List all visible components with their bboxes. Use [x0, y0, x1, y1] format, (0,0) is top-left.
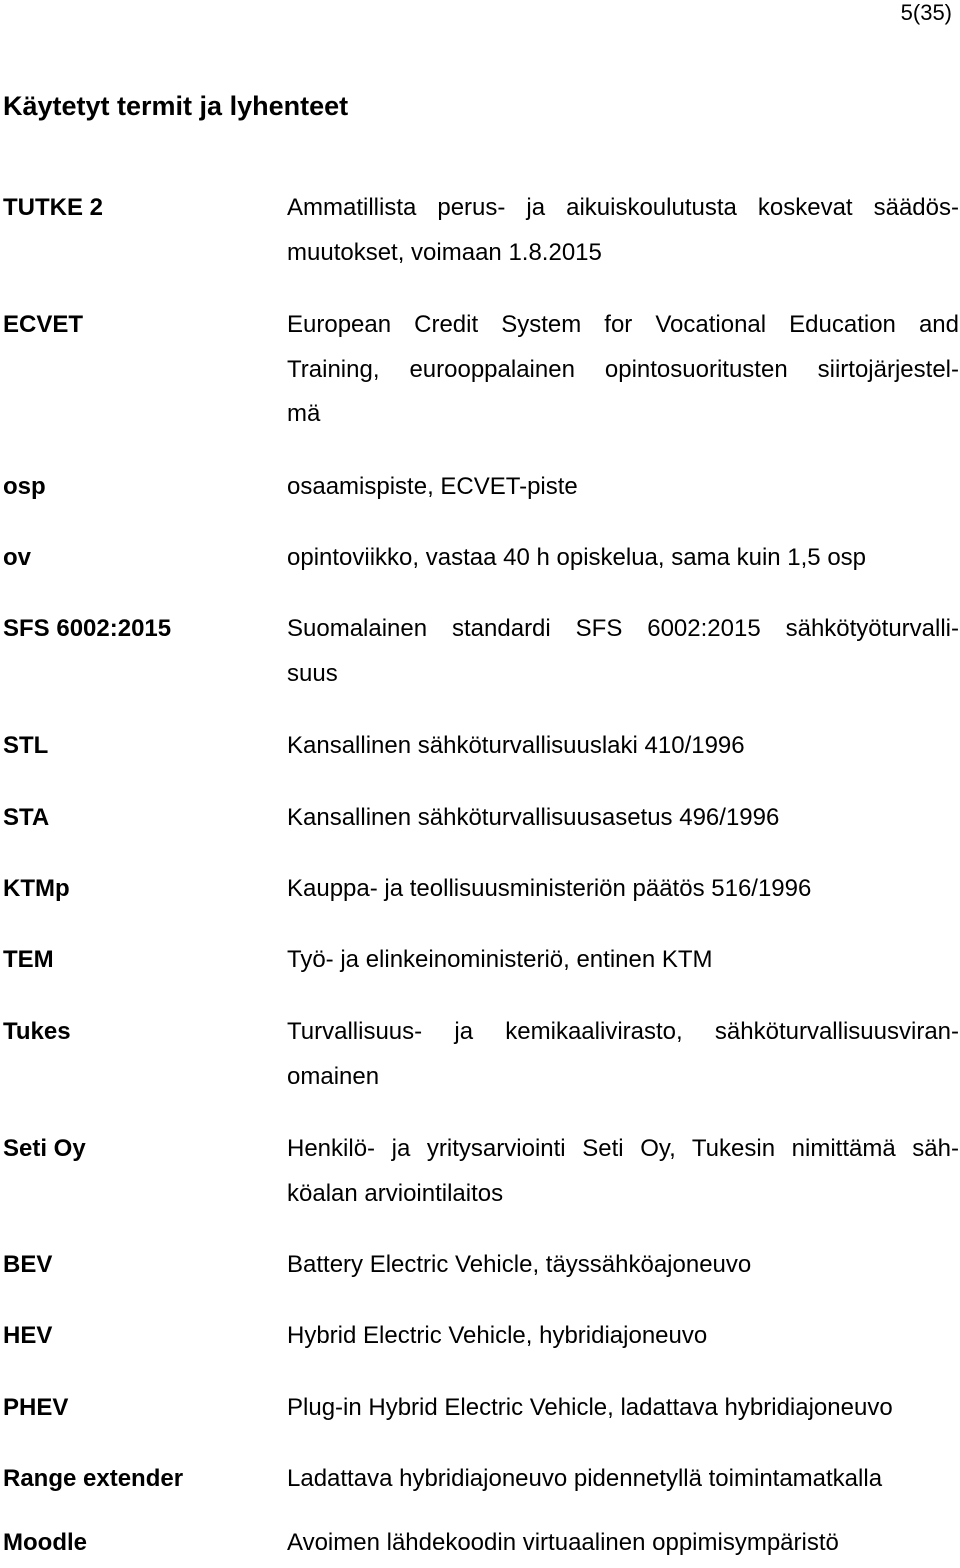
glossary-term: BEV	[3, 1251, 53, 1278]
page-title: Käytetyt termit ja lyhenteet	[3, 91, 349, 121]
glossary-term: Range extender	[3, 1465, 184, 1492]
glossary-definition	[287, 796, 959, 841]
glossary-term: Moodle	[3, 1529, 87, 1556]
definition-line: suus	[287, 659, 338, 687]
glossary-term: osp	[3, 473, 46, 500]
definition-line: Kansallinen sähköturvallisuusasetus 496/1996	[287, 804, 780, 831]
glossary-term: TUTKE 2	[3, 194, 104, 221]
glossary-term: HEV	[3, 1322, 53, 1349]
glossary-term: TEM	[3, 946, 54, 973]
definition-line: Suomalainen standardi SFS 6002:2015 sähkötyöturvalli-	[287, 615, 959, 642]
definition-line: European Credit System for Vocational Education and	[287, 311, 959, 338]
glossary-definition	[287, 1127, 959, 1216]
glossary-term: Tukes	[3, 1018, 71, 1045]
glossary-definition	[287, 938, 959, 983]
page-number: 5(35)	[900, 0, 952, 25]
glossary-definition	[287, 607, 959, 696]
glossary-definition	[287, 1314, 959, 1359]
definition-line: Plug-in Hybrid Electric Vehicle, ladattava hybridiajoneuvo	[287, 1394, 893, 1421]
definition-line: osaamispiste, ECVET-piste	[287, 473, 578, 500]
glossary-term: STL	[3, 732, 49, 759]
glossary-term: SFS 6002:2015	[3, 615, 172, 642]
glossary-definition	[287, 1243, 959, 1288]
glossary-definition	[287, 303, 959, 437]
glossary-definition	[287, 1521, 959, 1566]
glossary-definition	[287, 867, 959, 912]
glossary-term: Seti Oy	[3, 1135, 86, 1162]
definition-line: Training, eurooppalainen opintosuoritusten siirtojärjestel-	[287, 355, 959, 383]
glossary-definition	[287, 1386, 959, 1431]
definition-line: köalan arviointilaitos	[287, 1179, 504, 1207]
definition-line: Battery Electric Vehicle, täyssähköajoneuvo	[287, 1251, 752, 1278]
definition-line: opintoviikko, vastaa 40 h opiskelua, sama kuin 1,5 osp	[287, 544, 867, 571]
glossary-definition	[287, 1457, 959, 1502]
definition-line: Henkilö- ja yritysarviointi Seti Oy, Tukesin nimittämä säh-	[287, 1135, 959, 1162]
definition-line: Kauppa- ja teollisuusministeriön päätös 516/1996	[287, 875, 812, 902]
glossary-term: ov	[3, 544, 32, 571]
glossary-term: ECVET	[3, 311, 84, 338]
glossary-definition	[287, 724, 959, 769]
definition-line: Ladattava hybridiajoneuvo pidennetyllä toimintamatkalla	[287, 1465, 883, 1492]
glossary-definition	[287, 465, 959, 510]
glossary-definition	[287, 536, 959, 581]
glossary-definition	[287, 186, 959, 275]
definition-line: Turvallisuus- ja kemikaalivirasto, sähköturvallisuusviran-	[287, 1018, 959, 1045]
glossary-term: PHEV	[3, 1394, 69, 1421]
definition-line: Ammatillista perus- ja aikuiskoulutusta koskevat säädös-	[287, 194, 959, 221]
definition-line: Työ- ja elinkeinoministeriö, entinen KTM	[287, 946, 713, 973]
definition-line: omainen	[287, 1062, 380, 1090]
glossary-term: STA	[3, 804, 50, 831]
definition-line: Hybrid Electric Vehicle, hybridiajoneuvo	[287, 1322, 708, 1349]
definition-line: muutokset, voimaan 1.8.2015	[287, 238, 602, 266]
definition-line: mä	[287, 400, 321, 427]
glossary-term: KTMp	[3, 875, 70, 902]
glossary-definition	[287, 1010, 959, 1099]
definition-line: Kansallinen sähköturvallisuuslaki 410/1996	[287, 732, 745, 759]
definition-line: Avoimen lähdekoodin virtuaalinen oppimisympäristö	[287, 1529, 839, 1556]
